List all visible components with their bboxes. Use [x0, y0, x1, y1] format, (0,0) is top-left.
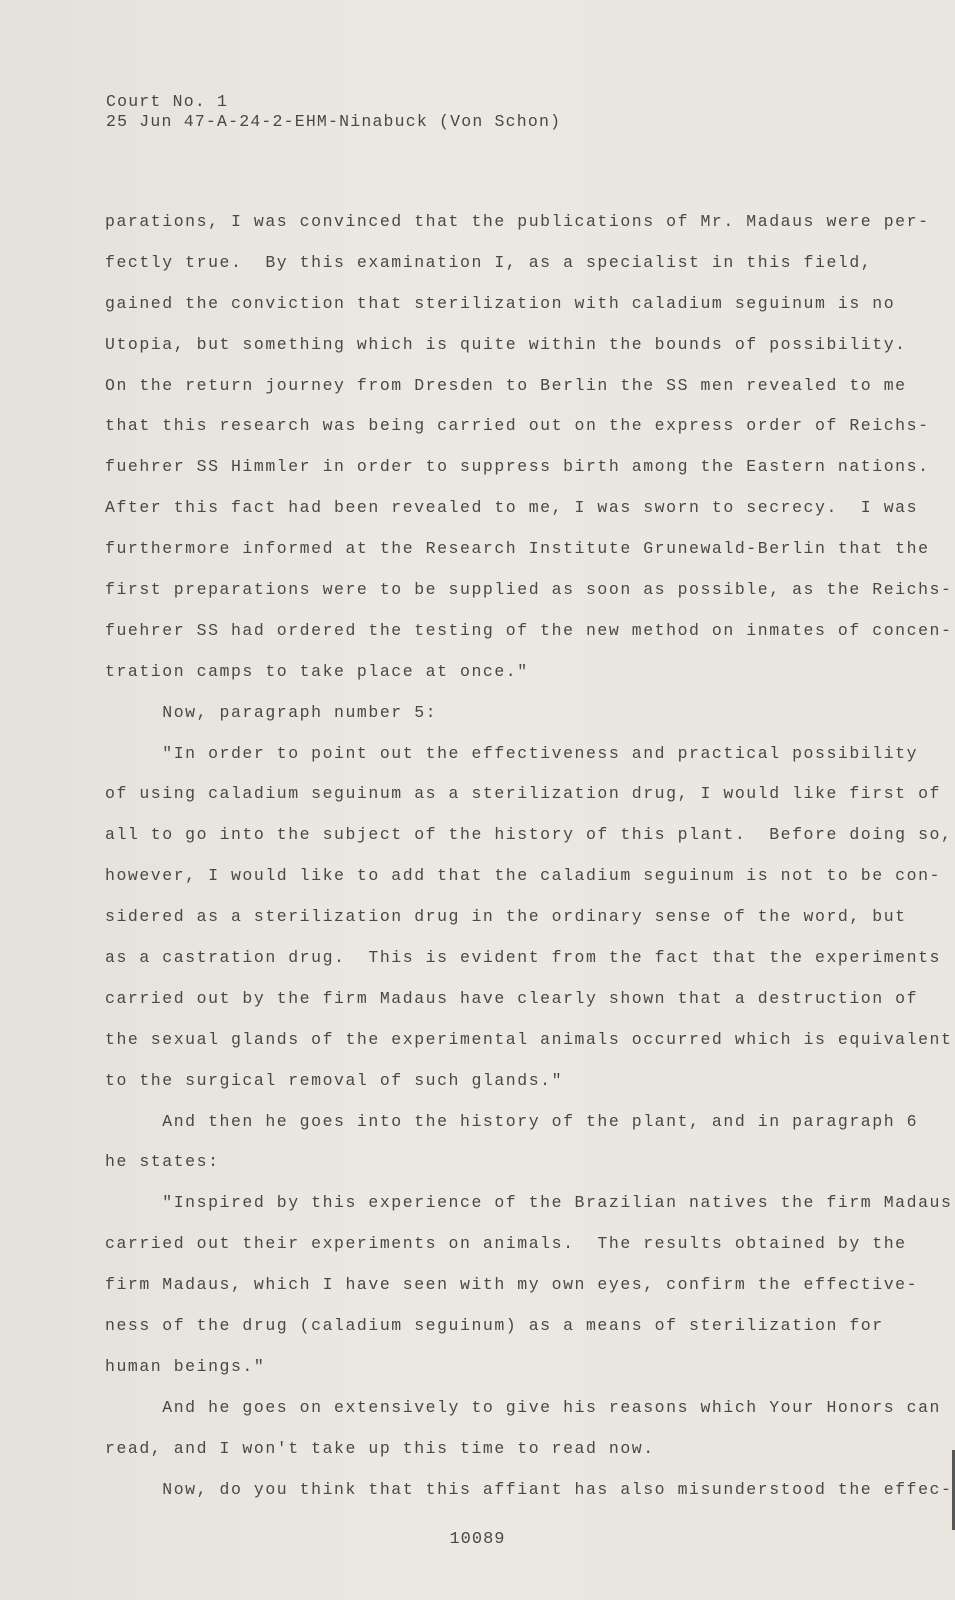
text-line: fuehrer SS Himmler in order to suppress birth among the Eastern nations.	[105, 457, 930, 477]
text-line: After this fact had been revealed to me, I was sworn to secrecy. I was	[105, 498, 919, 518]
text-line: that this research was being carried out on the express order of Reichs-	[105, 416, 930, 436]
text-line: "In order to point out the effectiveness and practical possibility	[105, 743, 919, 763]
text-line: the sexual glands of the experimental animals occurred which is equivalent	[105, 1029, 953, 1049]
text-line: carried out their experiments on animals. The results obtained by the	[105, 1234, 907, 1254]
text-line: all to go into the subject of the history of this plant. Before doing so,	[105, 825, 953, 845]
document-reference: 25 Jun 47-A-24-2-EHM-Ninabuck (Von Schon)	[106, 112, 562, 131]
text-line: And then he goes into the history of the plant, and in paragraph 6	[105, 1111, 919, 1131]
text-line: fectly true. By this examination I, as a specialist in this field,	[105, 252, 873, 272]
text-line: fuehrer SS had ordered the testing of the new method on inmates of concen-	[105, 620, 953, 640]
text-line: Utopia, but something which is quite within the bounds of possibility.	[105, 334, 907, 354]
document-body	[105, 210, 953, 1519]
text-line: first preparations were to be supplied as soon as possible, as the Reichs-	[105, 580, 953, 600]
text-line: read, and I won't take up this time to read now.	[105, 1438, 655, 1458]
text-line: On the return journey from Dresden to Berlin the SS men revealed to me	[105, 375, 907, 395]
text-line: Now, do you think that this affiant has also misunderstood the effec-	[105, 1479, 953, 1499]
text-line: gained the conviction that sterilization with caladium seguinum is no	[105, 293, 896, 313]
text-line: tration camps to take place at once."	[105, 661, 529, 681]
text-line: firm Madaus, which I have seen with my own eyes, confirm the effective-	[105, 1275, 919, 1295]
text-line: parations, I was convinced that the publications of Mr. Madaus were per-	[105, 212, 930, 231]
text-line: of using caladium seguinum as a sterilization drug, I would like first of	[105, 784, 941, 804]
court-number: Court No. 1	[106, 92, 229, 111]
text-line: as a castration drug. This is evident from the fact that the experiments	[105, 948, 941, 968]
page-number: 10089	[449, 1530, 506, 1549]
text-line: to the surgical removal of such glands."	[105, 1070, 564, 1090]
text-line: human beings."	[105, 1356, 266, 1376]
text-line: sidered as a sterilization drug in the ordinary sense of the word, but	[105, 907, 907, 927]
text-line: And he goes on extensively to give his reasons which Your Honors can	[105, 1397, 941, 1417]
text-line: carried out by the firm Madaus have clearly shown that a destruction of	[105, 988, 919, 1008]
text-line: ness of the drug (caladium seguinum) as a means of sterilization for	[105, 1316, 884, 1336]
text-line: "Inspired by this experience of the Brazilian natives the firm Madaus	[105, 1193, 953, 1213]
text-line: furthermore informed at the Research Institute Grunewald-Berlin that the	[105, 539, 930, 559]
text-line: Now, paragraph number 5:	[105, 702, 438, 722]
text-line: however, I would like to add that the caladium seguinum is not to be con-	[105, 866, 941, 886]
text-line: he states:	[105, 1152, 220, 1172]
